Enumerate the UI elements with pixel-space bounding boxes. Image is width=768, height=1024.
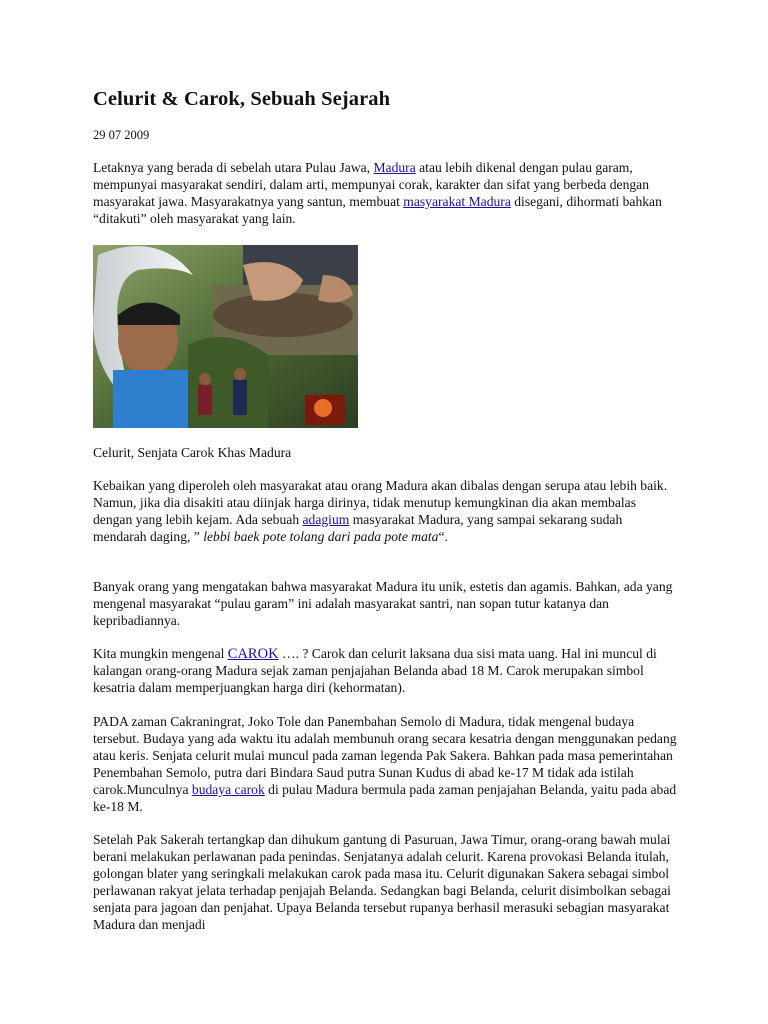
paragraph-intro <box>93 160 678 228</box>
link-madura[interactable]: Madura <box>373 160 416 175</box>
link-adagium[interactable]: adagium <box>302 511 350 527</box>
paragraph-6: Setelah Pak Sakerah tertangkap dan dihukum gantung di Pasuruan, Jawa Timur, orang-orang bawah mulai berani melakukan perlawanan pada penindas. Senjatanya adalah celurit. Karena provokasi Belanda itulah, golongan blater yang seringkali melakukan carok pada masa itu. Celurit digunakan Sakera sebagai simbol perlawanan rakyat jelata terhadap penjajah Belanda. Sedangkan bagi Belanda, celurit disimbolkan sebagai senjata para jagoan dan penjahat. Upaya Belanda tersebut rupanya berhasil merasuki sebagian masyarakat Madura dan menjadi <box>93 832 671 932</box>
paragraph-4 <box>93 646 678 697</box>
text-run: “. <box>438 528 448 544</box>
text-run: disegani, dihormati bahkan “ditakuti” oleh masyarakat yang lain. <box>93 193 662 226</box>
text-run: PADA zaman Cakraningrat, Joko Tole dan Panembahan Semolo di Madura, tidak mengenal budaya tersebut. Budaya yang ada waktu itu adalah membunuh orang secara kesatria dengan menggunakan pedang atau keris. Senjata celurit mulai muncul pada zaman legenda Pak Sakera. Bahkan pada masa pemerintahan Penembahan Semolo, putra dari Bindara Saud putra Sunan Kudus di abad ke-17 M tidak ada istilah carok.Munculnya <box>93 714 677 797</box>
link-budaya-carok[interactable]: budaya carok <box>191 781 265 797</box>
celurit-photo-illustration <box>93 245 358 428</box>
text-run: …. ? Carok dan celurit laksana dua sisi mata uang. Hal ini muncul di kalangan orang-orang Madura sejak zaman penjajahan Belanda abad 18 M. Carok merupakan simbol kesatria dalam memperjuangkan harga diri (kehormatan). <box>93 646 657 695</box>
paragraph-3: Banyak orang yang mengatakan bahwa masyarakat Madura itu unik, estetis dan agamis. Bahkan, ada yang mengenal masyarakat “pulau garam” ini adalah masyarakat santri, nan sopan tutur katanya dan kepribadiannya. <box>93 579 673 628</box>
text-run: atau lebih dikenal dengan pulau garam, mempunyai masyarakat sendiri, dalam arti, mempunyai corak, karakter dan sifat yang berbeda dengan masyarakat jawa. Masyarakatnya yang santun, membuat <box>93 160 649 209</box>
image-caption: Celurit, Senjata Carok Khas Madura <box>93 445 292 460</box>
link-carok[interactable]: CAROK <box>227 646 279 662</box>
article-title: Celurit & Carok, Sebuah Sejarah <box>93 88 391 110</box>
text-run: Letaknya yang berada di sebelah utara Pulau Jawa, <box>93 160 374 175</box>
text-run: Kebaikan yang diperoleh oleh masyarakat atau orang Madura akan dibalas dengan serupa atau lebih baik. Namun, jika dia disakiti atau diinjak harga dirinya, tidak menutup kemungkinan dia akan membalas dengan yang lebih kejam. Ada sebuah <box>93 478 668 527</box>
text-run: di pulau Madura bermula pada zaman penjajahan Belanda, yaitu pada abad ke-18 M. <box>93 781 677 814</box>
paragraph-2 <box>93 478 678 546</box>
text-run: masyarakat Madura, yang sampai sekarang sudah mendarah daging, ” <box>93 511 623 544</box>
link-masyarakat-madura[interactable]: masyarakat Madura <box>403 193 511 209</box>
madurese-proverb: lebbi baek pote tolang dari pada pote mata <box>203 528 439 544</box>
article-photo <box>93 245 358 428</box>
article-date: 29 07 2009 <box>93 128 150 142</box>
text-run: Kita mungkin mengenal <box>93 646 228 661</box>
paragraph-5 <box>93 714 678 815</box>
